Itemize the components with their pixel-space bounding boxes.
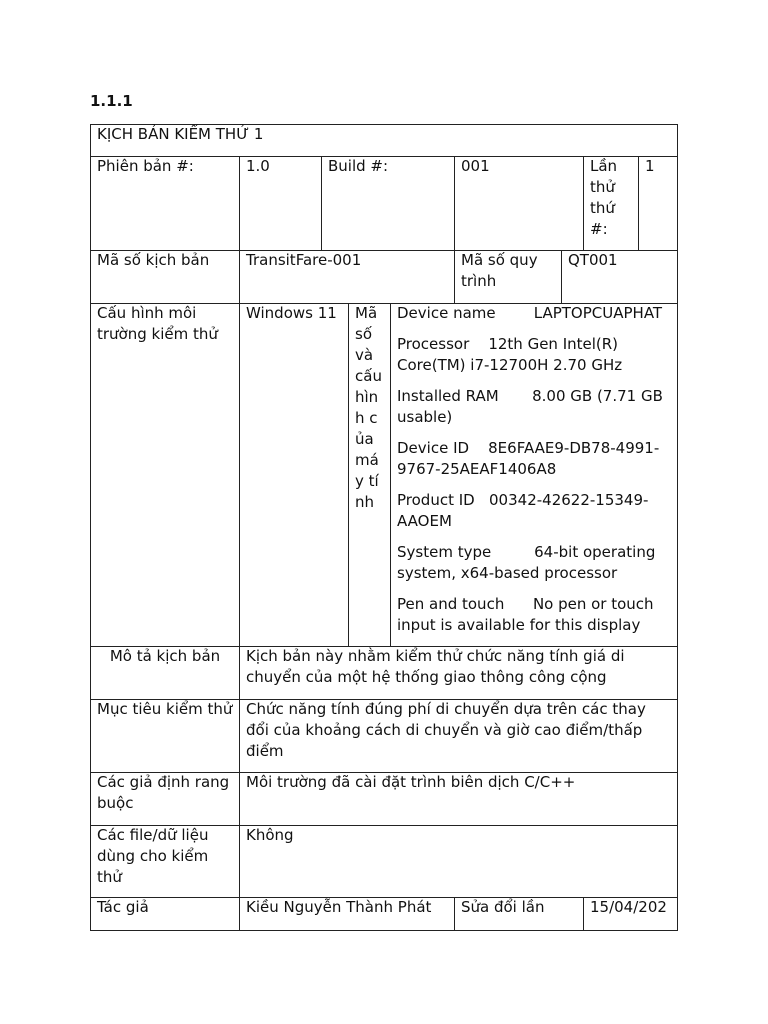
- process-id-value: QT001: [568, 251, 618, 269]
- author-label: Tác giả: [97, 898, 149, 916]
- test-files-value: Không: [246, 826, 294, 844]
- description-label: Mô tả kịch bản: [109, 647, 221, 665]
- spec-device-id: Device ID 8E6FAAE9-DB78-4991-9767-25AEAF1406A8: [397, 439, 660, 478]
- build-value: 001: [461, 157, 490, 175]
- revision-label: Sửa đổi lần: [461, 898, 545, 916]
- spec-system-type: System type 64-bit operating system, x64-based processor: [397, 543, 656, 582]
- assumptions-label: Các giả định rang buộc: [97, 773, 230, 812]
- scenario-id-value: TransitFare-001: [246, 251, 362, 269]
- scenario-id-label: Mã số kịch bản: [97, 251, 210, 269]
- table-border-right: [677, 124, 678, 931]
- version-value: 1.0: [246, 157, 270, 175]
- machine-config-label: Mã số và cấu hình của máy tính: [355, 304, 382, 511]
- section-number: 1.1.1: [90, 92, 133, 110]
- machine-specs: [391, 303, 677, 646]
- spec-product-id: Product ID 00342-42622-15349-AAOEM: [397, 491, 649, 530]
- test-files-label: Các file/dữ liệu dùng cho kiểm thử: [97, 826, 209, 886]
- table-title: KỊCH BẢN KIỂM THỬ 1: [97, 125, 264, 143]
- table-border-bottom: [90, 930, 678, 931]
- spec-processor: Processor 12th Gen Intel(R) Core(TM) i7-12700H 2.70 GHz: [397, 335, 623, 374]
- environment-os: Windows 11: [246, 304, 337, 322]
- author-value: Kiều Nguyễn Thành Phát: [246, 898, 432, 916]
- objective-label: Mục tiêu kiểm thử: [97, 700, 233, 718]
- revision-value: 15/04/202: [590, 898, 667, 916]
- description-value: Kịch bản này nhằm kiểm thử chức năng tính giá di chuyển của một hệ thống giao thông công cộng: [246, 647, 625, 686]
- attempt-value: 1: [645, 157, 655, 175]
- objective-value: Chức năng tính đúng phí di chuyển dựa trên các thay đổi của khoảng cách di chuyển và giờ cao điểm/thấp điểm: [246, 700, 646, 760]
- environment-label: Cấu hình môi trường kiểm thử: [97, 304, 218, 343]
- spec-device-name: Device name LAPTOPCUAPHAT: [397, 304, 663, 322]
- attempt-label: Lần thử thứ #:: [590, 157, 618, 238]
- version-label: Phiên bản #:: [97, 157, 194, 175]
- spec-pen-touch: Pen and touch No pen or touch input is available for this display: [397, 595, 654, 634]
- assumptions-value: Môi trường đã cài đặt trình biên dịch C/C++: [246, 773, 576, 791]
- process-id-label: Mã số quy trình: [461, 251, 538, 290]
- spec-installed-ram: Installed RAM 8.00 GB (7.71 GB usable): [397, 387, 663, 426]
- build-label: Build #:: [328, 157, 389, 175]
